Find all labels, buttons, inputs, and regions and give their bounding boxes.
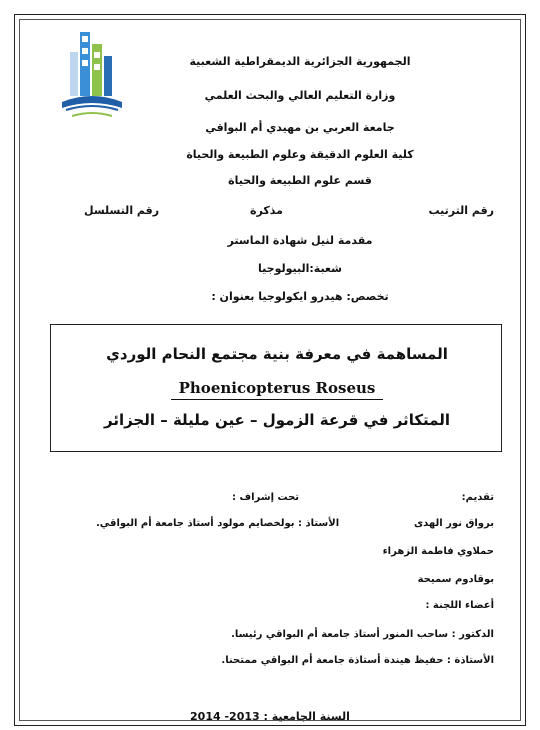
serial-number-label: رقم التسلسل [84,204,160,217]
student-3: بوقادوم سميحة [417,574,494,585]
title-latin-species: Phoenicopterus Roseus [178,379,376,397]
academic-year: السنة الجامعية : 2013- 2014 [190,710,350,723]
university-logo-icon [58,30,126,122]
committee-member-2: الأستاذة : حفيظ هيندة أستاذة جامعة أم البواقي ممتحنا. [221,655,494,666]
order-number-label: رقم الترتيب [428,204,494,217]
title-line-1: المساهمة في معرفة بنية مجتمع النحام الوردي [106,345,448,363]
specialty-label: تخصص: هيدرو ايكولوجيا بعنوان : [211,290,389,303]
supervisor-name: الأستاذ : بولخصايم مولود أستاذ جامعة أم البواقي. [96,518,340,529]
header-department: قسم علوم الطبيعة والحياة [228,174,372,187]
memo-label: مذكرة [250,204,283,217]
title-line-3: المتكاثر في قرعة الزمول – عين مليلة – الجزائر [104,411,450,429]
presented-for-degree: مقدمة لنيل شهادة الماستر [227,234,373,247]
branch-label: شعبة:البيولوجيا [258,262,342,275]
committee-heading: أعضاء اللجنة : [425,600,494,611]
student-2: حملاوي فاطمة الزهراء [382,546,494,557]
thesis-title-box [50,324,502,452]
supervised-by-label: تحت إشراف : [232,492,300,503]
presented-by-label: تقديم: [461,492,494,503]
header-faculty: كلية العلوم الدقيقة وعلوم الطبيعة والحياة [186,148,414,161]
header-ministry: وزارة التعليم العالي والبحث العلمي [204,89,396,102]
header-republic: الجمهورية الجزائرية الديمقراطية الشعبية [189,55,411,68]
student-1: برواق نور الهدى [413,518,494,529]
committee-member-1: الدكتور : ساحب المنور أستاذ جامعة أم البواقي رئيسا. [231,629,494,640]
latin-underline [171,399,383,400]
header-university: جامعة العربي بن مهيدي أم البواقي [205,121,395,134]
